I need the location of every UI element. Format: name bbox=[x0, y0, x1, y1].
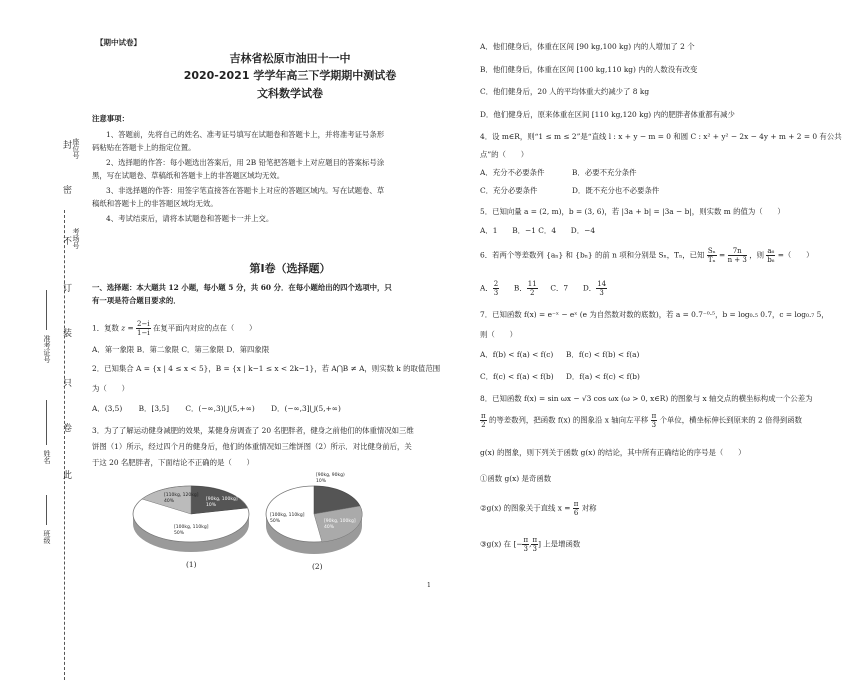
exam-tag: 【期中试卷】 bbox=[96, 38, 141, 47]
seal-char: 卷 bbox=[61, 423, 71, 432]
seal-char: 只 bbox=[61, 378, 71, 387]
question-4: 4．设 m∈R，则“1 ≤ m ≤ 2”是“直线 l : x + y − m = 0 和圆 C : x² + y² − 2x − 4y + m + 2 = 0 有公共 bbox=[480, 132, 842, 141]
exam-room-label: 考场号 bbox=[72, 228, 80, 249]
note-line: 3、非选择题的作答：用签字笔直接答在答题卡上对应的答题区域内。写在试题卷、草 bbox=[106, 186, 385, 195]
subject-title: 文科数学试卷 bbox=[257, 87, 323, 100]
statement-3: ③g(x) 在 [− $\frac{\pi}{3}$ , $\frac{\pi}{3}$ ] 上是增函数 bbox=[480, 536, 581, 553]
statement-2: ②g(x) 的图象关于直线 x = $\frac{\pi}{6}$ 对称 bbox=[480, 500, 597, 517]
question-5: 5．已知向量 a = (2, m)，b = (3, 6)，若 |3a + b| = |3a − b|，则实数 m 的值为（ ） bbox=[480, 207, 785, 216]
section-title: 第Ⅰ卷（选择题） bbox=[249, 262, 331, 275]
class-label: 班级 bbox=[43, 530, 51, 544]
pie-chart-2 bbox=[262, 468, 372, 568]
question-7-options: A．f(b) < f(a) < f(c) B．f(c) < f(b) < f(a) bbox=[480, 350, 640, 359]
pie2-caption: (2) bbox=[312, 562, 323, 571]
section-desc: 有一项是符合题目要求的． bbox=[92, 296, 181, 305]
pie2-label-90-90: [90kg, 90kg) 10% bbox=[316, 473, 345, 484]
question-4-options: A．充分不必要条件 B．必要不充分条件 bbox=[480, 168, 637, 177]
ticket-number-line[interactable] bbox=[46, 290, 47, 330]
note-line: 码粘贴在答题卡上的指定位置。 bbox=[92, 143, 196, 152]
note-line: 2、选择题的作答：每小题选出答案后，用 2B 铅笔把答题卡上对应题目的答案标号涂 bbox=[106, 158, 385, 167]
q3-option-d: D．他们健身后，原来体重在区间 [110 kg,120 kg) 内的肥胖者体重都有减少 bbox=[480, 110, 735, 119]
question-4-options: C．充分必要条件 D．既不充分也不必要条件 bbox=[480, 186, 660, 195]
question-7-cont: 则（ ） bbox=[480, 330, 517, 339]
question-8-cont: $\frac{\pi}{2}$ 的等差数列，把函数 f(x) 的图象沿 x 轴向左平移 $\frac{\pi}{3}$ 个单位，横坐标伸长到原来的 2 倍得到函数 bbox=[481, 412, 803, 429]
pie2-label-100-110: [100kg, 110kg] 50% bbox=[270, 513, 305, 524]
notes-header: 注意事项： bbox=[92, 114, 129, 123]
pie1-label-90-100: [90kg, 100kg] 10% bbox=[206, 497, 238, 508]
seal-char: 封 bbox=[61, 140, 71, 149]
question-8-cont: g(x) 的图象，则下列关于函数 g(x) 的结论，其中所有正确结论的序号是（ ） bbox=[480, 448, 746, 457]
section-desc: 一、选择题：本大题共 12 小题，每小题 5 分，共 60 分．在每小题给出的四个选项中，只 bbox=[92, 283, 392, 292]
pie1-label-110-120: [110kg, 120kg] 40% bbox=[164, 493, 199, 504]
note-line: 1、答题前，先将自己的姓名、准考证号填写在试题卷和答题卡上，并将准考证号条形 bbox=[106, 130, 385, 139]
q3-option-b: B．他们健身后，体重在区间 [100 kg,110 kg) 内的人数没有改变 bbox=[480, 65, 698, 74]
question-3: 于这 20 名肥胖者，下面结论不正确的是（ ） bbox=[92, 458, 254, 467]
q3-option-a: A．他们健身后，体重在区间 [90 kg,100 kg) 内的人增加了 2 个 bbox=[480, 42, 695, 51]
seal-char: 装 bbox=[61, 328, 71, 337]
question-3: 3．为了了解运动健身减肥的效果，某健身房调查了 20 名肥胖者，健身之前他们的体重情况如三维 bbox=[92, 426, 414, 435]
question-1-options: A．第一象限 B．第二象限 C．第三象限 D．第四象限 bbox=[92, 345, 270, 354]
seal-char: 密 bbox=[61, 185, 71, 194]
ticket-number-label: 准考证号 bbox=[43, 335, 51, 363]
question-1: 1．复数 z = $\frac{2-i}{1-i}$ 在复平面内对应的点在（ ） bbox=[92, 320, 257, 337]
pie2-label-90-100: [90kg, 100kg] 40% bbox=[324, 519, 356, 530]
question-3: 饼图（1）所示，经过四个月的健身后，他们的体重情况如三维饼图（2）所示．对比健身前后，关 bbox=[92, 442, 412, 451]
question-8: 8．已知函数 f(x) = sin ωx − √3 cos ωx (ω > 0, x∈R) 的图象与 x 轴交点的横坐标构成一个公差为 bbox=[480, 394, 813, 403]
class-line[interactable] bbox=[46, 495, 47, 525]
question-4-cont: 点”的（ ） bbox=[480, 150, 529, 159]
name-label: 姓名 bbox=[43, 450, 51, 464]
q3-option-c: C．他们健身后，20 人的平均体重大约减少了 8 kg bbox=[480, 87, 650, 96]
question-2-cont: 为（ ） bbox=[92, 384, 129, 393]
question-2-options: A．(3,5) B．[3,5] C．(−∞,3)⋃(5,+∞) D．(−∞,3]⋃(5,+∞) bbox=[92, 404, 341, 413]
question-6: 6．若两个等差数列 {aₙ} 和 {bₙ} 的前 n 项和分别是 Sₙ，Tₙ，已知 $\frac{\text{Sₙ}}{\text{Tₙ}}$ = $\frac{7n}{n + 3}$ ，则 $\frac{\text{a₆}}{\text{b₆}}$ =（ ） bbox=[480, 247, 814, 264]
question-6-options: A． $\frac{2}{3}$ B． $\frac{11}{2}$ C．7 D． $\frac{14}{3}$ bbox=[480, 280, 607, 297]
question-2: 2．已知集合 A = {x | 4 ≤ x < 5}，B = {x | k−1 ≤ x < 2k−1}，若 A⋂B ≠ A，则实数 k 的取值范围 bbox=[92, 364, 441, 373]
note-line: 黑，写在试题卷、草稿纸和答题卡上的非答题区域均无效。 bbox=[92, 171, 285, 180]
question-7: 7．已知函数 f(x) = e⁻ˣ − eˣ (e 为自然数对数的底数)，若 a = 0.7⁻⁰·⁵，b = log₀.₅ 0.7，c = log₀.₇ 5， bbox=[480, 310, 829, 319]
name-line[interactable] bbox=[46, 400, 47, 445]
binding-strip bbox=[8, 100, 78, 580]
pie1-caption: (1) bbox=[186, 560, 197, 569]
question-5-options: A．1 B．−1 C．4 D．−4 bbox=[480, 226, 596, 235]
note-line: 4、考试结束后，请将本试题卷和答题卡一并上交。 bbox=[106, 214, 274, 223]
pie-chart-1 bbox=[128, 478, 258, 568]
pie1-label-100-110: [100kg, 110kg] 50% bbox=[174, 525, 209, 536]
statement-1: ①函数 g(x) 是奇函数 bbox=[480, 474, 552, 483]
seat-number-label: 座位号 bbox=[72, 138, 80, 159]
exam-title: 2020-2021 学学年高三下学期期中测试卷 bbox=[183, 69, 397, 82]
school-title: 吉林省松原市油田十一中 bbox=[229, 52, 351, 65]
question-7-options: C．f(c) < f(a) < f(b) D．f(a) < f(c) < f(b) bbox=[480, 372, 640, 381]
note-line: 稿纸和答题卡上的非答题区域均无效。 bbox=[92, 199, 218, 208]
seal-char: 订 bbox=[61, 283, 71, 292]
seal-char: 此 bbox=[61, 470, 71, 479]
page-number: 1 bbox=[427, 582, 431, 589]
seal-char: 不 bbox=[61, 236, 71, 245]
notes-list bbox=[92, 128, 472, 225]
